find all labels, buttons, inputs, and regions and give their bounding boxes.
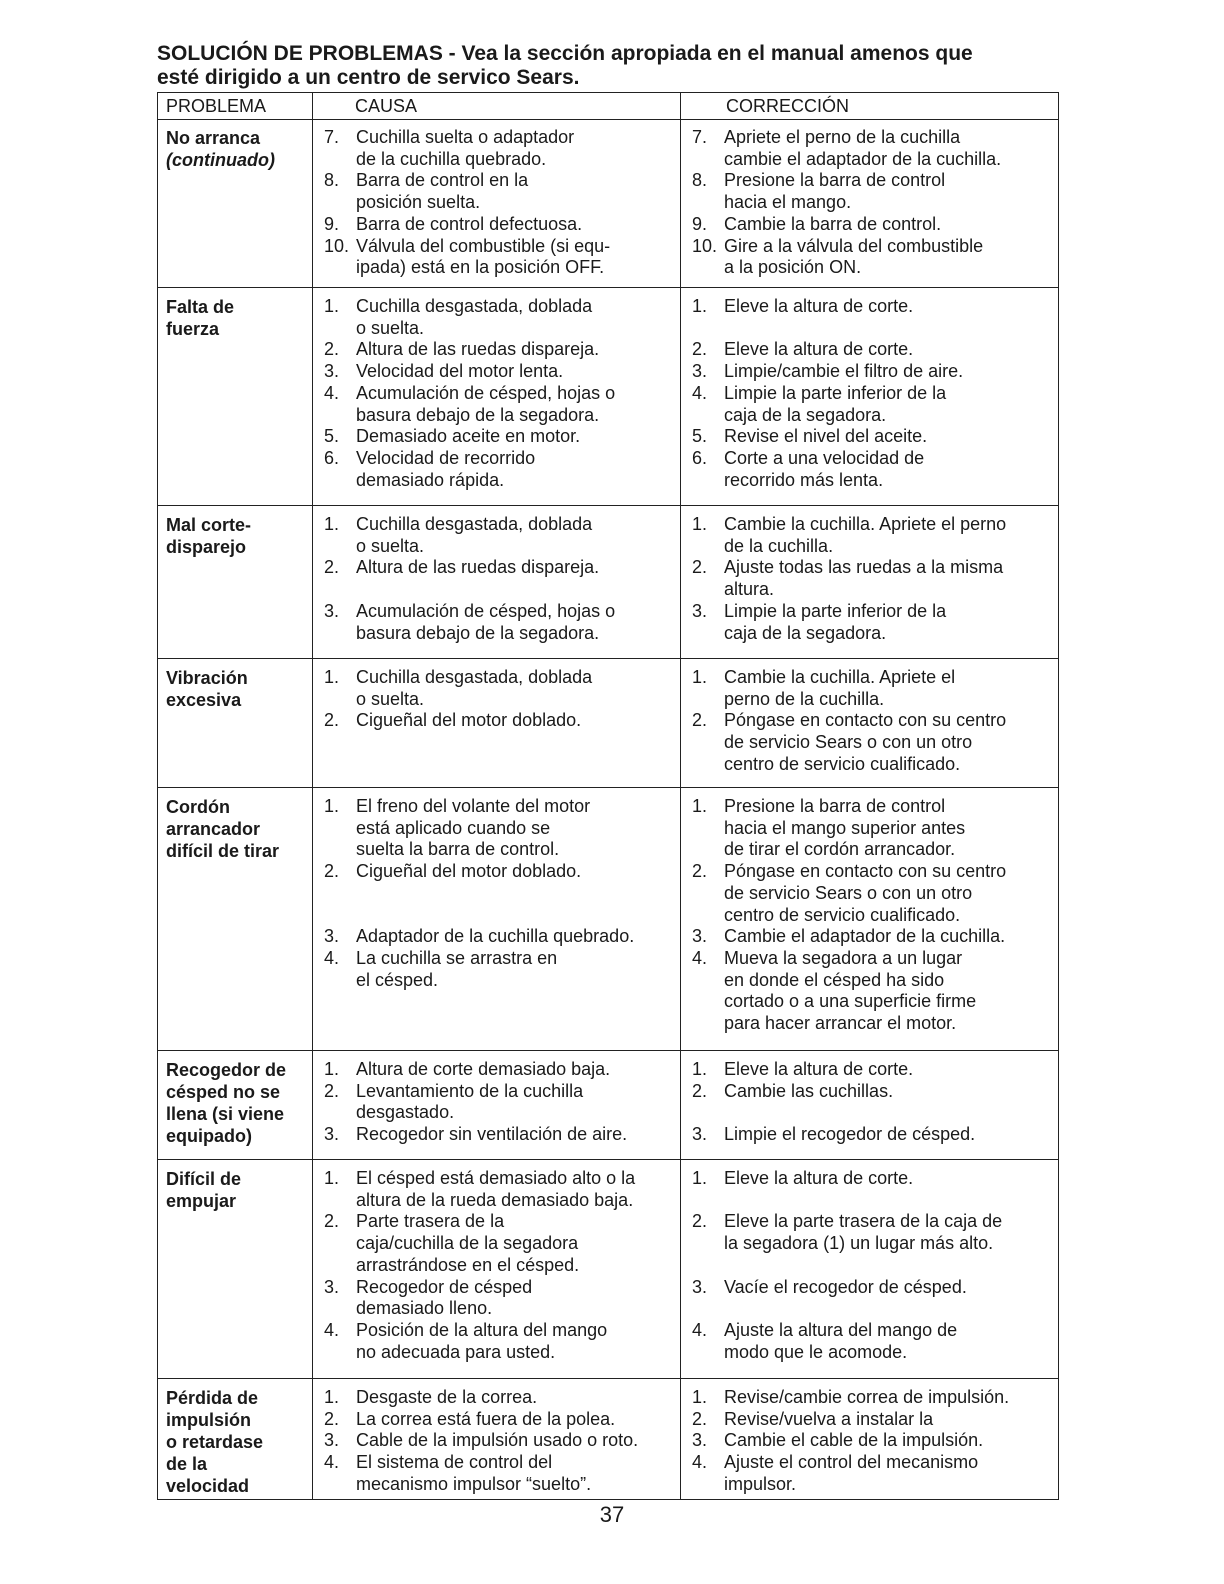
item-text: de la cuchilla quebrado. (356, 148, 547, 169)
item-text: caja de la segadora. (724, 622, 887, 643)
problem-label: llena (si viene (166, 1104, 285, 1124)
list-item (320, 361, 680, 383)
item-text: Revise/cambie correa de impulsión. (724, 1387, 1010, 1407)
item-number: 5. (692, 426, 708, 447)
list-item (688, 426, 1060, 448)
item-text: o suelta. (356, 688, 425, 709)
item-text: Limpie/cambie el filtro de aire. (724, 361, 964, 382)
item-text: Demasiado aceite en motor. (356, 426, 581, 447)
item-number: 4. (324, 1319, 340, 1340)
correction-cell (688, 1387, 1060, 1496)
correction-cell (688, 1168, 1060, 1363)
list-item (320, 170, 680, 213)
table-row (158, 1379, 1058, 1498)
item-text: Cuchilla desgastada, doblada (356, 514, 593, 534)
item-number: 4. (692, 1452, 708, 1473)
item-number: 2. (324, 861, 340, 882)
item-text: Acumulación de césped, hojas o (356, 382, 616, 403)
item-text: Presione la barra de control (724, 796, 946, 816)
item-text: Parte trasera de la (356, 1211, 505, 1232)
cause-cell (320, 1168, 680, 1363)
list-item (320, 1387, 680, 1409)
item-text: de servicio Sears o con un otro (724, 882, 973, 903)
item-text: Levantamiento de la cuchilla (356, 1080, 584, 1101)
item-text: Apriete el perno de la cuchilla (724, 127, 961, 147)
problem-label: de la (166, 1454, 208, 1474)
cause-cell (320, 1059, 680, 1146)
item-text: La correa está fuera de la polea. (356, 1408, 616, 1429)
list-item (688, 948, 1060, 1035)
problem-cell (166, 1387, 306, 1497)
item-text: Corte a una velocidad de (724, 447, 925, 468)
item-text: impulsor. (724, 1473, 797, 1494)
cause-cell (320, 667, 680, 732)
item-text: Cuchilla desgastada, doblada (356, 296, 593, 316)
item-text: de la cuchilla. (724, 535, 834, 556)
item-text: Cambie la barra de control. (724, 213, 942, 234)
table-row (158, 1160, 1058, 1379)
list-item (320, 1320, 680, 1363)
item-text: Limpie el recogedor de césped. (724, 1124, 976, 1145)
item-text: altura. (724, 579, 775, 600)
list-item (688, 601, 1060, 644)
item-number: 1. (324, 1059, 340, 1079)
item-text: Ajuste el control del mecanismo (724, 1452, 979, 1473)
list-item (320, 127, 680, 170)
problem-cell (166, 1059, 306, 1147)
list-item (320, 1452, 680, 1495)
page-heading (157, 42, 1077, 90)
problem-label: fuerza (166, 319, 220, 339)
item-number: 2. (324, 557, 340, 578)
problem-label: Cordón (166, 797, 230, 817)
problem-cell (166, 296, 306, 340)
item-number: 1. (324, 296, 340, 316)
list-item (688, 557, 1060, 600)
list-item (320, 710, 680, 732)
list-item (688, 861, 1060, 926)
list-item (688, 1320, 1060, 1363)
list-item (320, 1430, 680, 1452)
list-item (688, 1452, 1060, 1495)
item-text: El freno del volante del motor (356, 796, 591, 816)
item-text: Vacíe el recogedor de césped. (724, 1276, 967, 1297)
problem-label: excesiva (166, 690, 242, 710)
header-problem: PROBLEMA (166, 96, 267, 116)
table-row (158, 788, 1058, 1051)
list-item (320, 214, 680, 236)
list-item (320, 557, 680, 600)
table-row (158, 659, 1058, 788)
list-item (688, 1211, 1060, 1276)
item-number: 9. (324, 213, 340, 234)
item-text: mecanismo impulsor “suelto”. (356, 1473, 592, 1494)
item-number: 2. (692, 1408, 708, 1429)
item-text (724, 1102, 1060, 1124)
problem-label: equipado) (166, 1126, 252, 1146)
list-item (320, 383, 680, 426)
item-number: 4. (692, 1319, 708, 1340)
item-text: Cuchilla suelta o adaptador (356, 127, 575, 147)
item-number: 2. (324, 1080, 340, 1101)
item-number: 3. (692, 361, 708, 382)
list-item (320, 601, 680, 644)
item-number: 2. (324, 1211, 340, 1232)
item-number: 7. (324, 127, 340, 147)
list-item (688, 1387, 1060, 1409)
list-item (320, 667, 680, 710)
item-number: 1. (324, 1168, 340, 1188)
item-text: Eleve la altura de corte. (724, 1059, 914, 1079)
problem-cell (166, 796, 306, 862)
item-text: hacia el mango superior antes (724, 817, 966, 838)
item-number: 4. (692, 947, 708, 968)
problem-label: Falta de (166, 297, 235, 317)
item-text: Ajuste todas las ruedas a la misma (724, 557, 1004, 578)
item-text: Cambie la cuchilla. Apriete el (724, 667, 956, 687)
item-number: 1. (692, 1387, 708, 1407)
list-item (688, 667, 1060, 710)
problem-label: velocidad (166, 1476, 250, 1496)
list-item (320, 1277, 680, 1320)
item-text: Eleve la altura de corte. (724, 339, 914, 360)
item-text (724, 1190, 1060, 1212)
item-text: Póngase en contacto con su centro (724, 710, 1007, 731)
problem-label: difícil de tirar (166, 841, 280, 861)
item-number: 2. (692, 861, 708, 882)
item-number: 3. (692, 1430, 708, 1451)
problem-cell (166, 1168, 306, 1212)
item-number: 1. (692, 296, 708, 316)
list-item (688, 1430, 1060, 1452)
item-number: 5. (324, 426, 340, 447)
list-item (688, 127, 1060, 170)
item-text (356, 579, 680, 601)
item-text: Revise el nivel del aceite. (724, 426, 928, 447)
item-text: centro de servicio cualificado. (724, 904, 961, 925)
item-number: 1. (324, 1387, 340, 1407)
header-cause: CAUSA (355, 96, 418, 116)
item-text: Posición de la altura del mango (356, 1319, 608, 1340)
problem-cell (166, 667, 306, 711)
item-text: la segadora (1) un lugar más alto. (724, 1233, 994, 1254)
item-text: en donde el césped ha sido (724, 969, 945, 990)
list-item (320, 861, 680, 926)
item-text: Velocidad del motor lenta. (356, 361, 564, 382)
cause-cell (320, 796, 680, 991)
correction-cell (688, 127, 1060, 279)
item-text: Mueva la segadora a un lugar (724, 947, 963, 968)
item-text: basura debajo de la segadora. (356, 622, 600, 643)
item-text: arrastrándose en el césped. (356, 1254, 580, 1275)
item-text: Cambie el cable de la impulsión. (724, 1430, 984, 1451)
item-text: de tirar el cordón arrancador. (724, 839, 956, 860)
item-text: Cigueñal del motor doblado. (356, 710, 582, 731)
item-number: 8. (324, 170, 340, 191)
item-number: 4. (324, 1452, 340, 1473)
item-text: Cuchilla desgastada, doblada (356, 667, 593, 687)
cause-cell (320, 1387, 680, 1496)
item-number: 3. (324, 1124, 340, 1145)
item-text: a la posición ON. (724, 257, 862, 278)
item-text: Recogedor de césped (356, 1276, 533, 1297)
item-number: 1. (324, 667, 340, 687)
item-number: 3. (324, 361, 340, 382)
problem-label: disparejo (166, 537, 247, 557)
problem-label: impulsión (166, 1410, 251, 1430)
item-text: o suelta. (356, 317, 425, 338)
problem-label: (continuado) (166, 150, 275, 170)
correction-cell (688, 296, 1060, 491)
item-text: Eleve la altura de corte. (724, 296, 914, 316)
item-number: 7. (692, 127, 708, 147)
list-item (688, 1059, 1060, 1081)
list-item (688, 1124, 1060, 1146)
table-row (158, 506, 1058, 659)
list-item (688, 1277, 1060, 1320)
item-text: perno de la cuchilla. (724, 688, 885, 709)
list-item (688, 361, 1060, 383)
item-number: 3. (692, 1276, 708, 1297)
item-number: 3. (324, 1430, 340, 1451)
cause-cell (320, 514, 680, 644)
item-number: 10. (692, 235, 718, 256)
item-number: 1. (692, 514, 708, 534)
list-item (688, 514, 1060, 557)
item-number: 4. (692, 382, 708, 403)
problem-label: arrancador (166, 819, 261, 839)
item-text: o suelta. (356, 535, 425, 556)
item-number: 2. (692, 339, 708, 360)
item-text: está aplicado cuando se (356, 817, 551, 838)
item-text: Eleve la parte trasera de la caja de (724, 1211, 1003, 1232)
item-number: 1. (692, 667, 708, 687)
item-number: 1. (692, 1168, 708, 1188)
problem-label: Recogedor de (166, 1060, 287, 1080)
cause-cell (320, 296, 680, 491)
item-text: no adecuada para usted. (356, 1341, 556, 1362)
list-item (688, 1409, 1060, 1431)
list-item (688, 1168, 1060, 1211)
item-number: 8. (692, 170, 708, 191)
list-item (688, 1081, 1060, 1124)
heading-line-2: esté dirigido a un centro de servico Sears. (157, 66, 580, 89)
header-correction: CORRECCIÓN (726, 96, 850, 116)
list-item (688, 383, 1060, 426)
item-text: Cambie la cuchilla. Apriete el perno (724, 514, 1007, 534)
list-item (320, 1059, 680, 1081)
problem-label: No arranca (166, 128, 261, 148)
table-row (158, 1051, 1058, 1160)
correction-cell (688, 514, 1060, 644)
item-text: demasiado rápida. (356, 469, 505, 490)
item-text: Recogedor sin ventilación de aire. (356, 1124, 628, 1145)
problem-label: césped no se (166, 1082, 281, 1102)
item-text: hacia el mango. (724, 192, 852, 213)
table-row (158, 288, 1058, 506)
item-number: 3. (324, 1276, 340, 1297)
item-text: recorrido más lenta. (724, 469, 884, 490)
troubleshooting-table (157, 92, 1059, 1500)
item-text: Póngase en contacto con su centro (724, 861, 1007, 882)
item-number: 2. (692, 1080, 708, 1101)
item-text: El césped está demasiado alto o la (356, 1168, 636, 1188)
item-text (724, 318, 1060, 340)
item-text: Cambie las cuchillas. (724, 1080, 894, 1101)
correction-cell (688, 1059, 1060, 1146)
item-text: Altura de las ruedas dispareja. (356, 339, 600, 360)
item-text (356, 905, 680, 927)
list-item (688, 296, 1060, 339)
list-item (320, 1168, 680, 1211)
list-item (320, 448, 680, 491)
item-text: Cigueñal del motor doblado. (356, 861, 582, 882)
item-text: Barra de control defectuosa. (356, 213, 583, 234)
item-text: Ajuste la altura del mango de (724, 1319, 958, 1340)
item-number: 2. (324, 1408, 340, 1429)
item-text: desgastado. (356, 1102, 455, 1123)
item-number: 3. (324, 600, 340, 621)
list-item (320, 1409, 680, 1431)
item-text: para hacer arrancar el motor. (724, 1013, 957, 1034)
item-number: 2. (324, 710, 340, 731)
problem-label: empujar (166, 1191, 237, 1211)
list-item (688, 214, 1060, 236)
item-text: cambie el adaptador de la cuchilla. (724, 148, 1002, 169)
heading-line-1: SOLUCIÓN DE PROBLEMAS - Vea la sección apropiada en el manual amenos que (157, 42, 973, 65)
item-number: 2. (692, 557, 708, 578)
item-number: 2. (692, 1211, 708, 1232)
item-text: Altura de corte demasiado baja. (356, 1059, 611, 1079)
item-number: 2. (324, 339, 340, 360)
list-item (320, 1124, 680, 1146)
item-text: de servicio Sears o con un otro (724, 732, 973, 753)
item-text: el césped. (356, 969, 439, 990)
page-number: 37 (599, 1502, 625, 1527)
item-text: Gire a la válvula del combustible (724, 235, 984, 256)
item-number: 9. (692, 213, 708, 234)
item-text: Altura de las ruedas dispareja. (356, 557, 600, 578)
list-item (688, 710, 1060, 775)
list-item (320, 296, 680, 339)
item-number: 4. (324, 947, 340, 968)
list-item (688, 339, 1060, 361)
item-text: Válvula del combustible (si equ- (356, 235, 611, 256)
item-number: 3. (692, 600, 708, 621)
item-number: 6. (692, 447, 708, 468)
problem-label: Pérdida de (166, 1388, 259, 1408)
item-text: caja de la segadora. (724, 404, 887, 425)
item-text: Presione la barra de control (724, 170, 946, 191)
item-number: 1. (324, 514, 340, 534)
item-text (724, 1255, 1060, 1277)
table-row (158, 119, 1058, 288)
problem-cell (166, 127, 306, 171)
list-item (320, 1081, 680, 1124)
item-text: Limpie la parte inferior de la (724, 600, 947, 621)
item-text: demasiado lleno. (356, 1298, 493, 1319)
item-text: cortado o a una superficie firme (724, 991, 977, 1012)
item-text: Revise/vuelva a instalar la (724, 1408, 934, 1429)
item-text: Limpie la parte inferior de la (724, 382, 947, 403)
item-number: 3. (324, 926, 340, 947)
item-text: La cuchilla se arrastra en (356, 947, 558, 968)
item-text: Eleve la altura de corte. (724, 1168, 914, 1188)
list-item (320, 926, 680, 948)
item-text: El sistema de control del (356, 1452, 553, 1473)
list-item (320, 1211, 680, 1276)
item-number: 3. (692, 926, 708, 947)
item-text (356, 883, 680, 905)
list-item (320, 426, 680, 448)
item-number: 1. (692, 796, 708, 816)
list-item (320, 796, 680, 861)
item-number: 1. (324, 796, 340, 816)
list-item (320, 948, 680, 991)
item-text: modo que le acomode. (724, 1341, 908, 1362)
item-text: Velocidad de recorrido (356, 447, 536, 468)
table-header (158, 93, 1058, 120)
item-number: 6. (324, 447, 340, 468)
item-text: ipada) está en la posición OFF. (356, 257, 605, 278)
item-number: 4. (324, 382, 340, 403)
item-number: 2. (692, 710, 708, 731)
problem-label: Vibración (166, 668, 248, 688)
item-text: Adaptador de la cuchilla quebrado. (356, 926, 635, 947)
item-text: altura de la rueda demasiado baja. (356, 1189, 634, 1210)
item-text: basura debajo de la segadora. (356, 404, 600, 425)
list-item (688, 926, 1060, 948)
item-number: 3. (692, 1124, 708, 1145)
item-text: Cable de la impulsión usado o roto. (356, 1430, 639, 1451)
problem-label: o retardase (166, 1432, 264, 1452)
item-text: posición suelta. (356, 192, 481, 213)
cause-cell (320, 127, 680, 279)
correction-cell (688, 796, 1060, 1035)
problem-label: Difícil de (166, 1169, 242, 1189)
item-text: caja/cuchilla de la segadora (356, 1233, 579, 1254)
item-text: Cambie el adaptador de la cuchilla. (724, 926, 1006, 947)
problem-cell (166, 514, 306, 558)
list-item (688, 796, 1060, 861)
item-text: Barra de control en la (356, 170, 529, 191)
item-number: 1. (692, 1059, 708, 1079)
item-number: 10. (324, 235, 350, 256)
correction-cell (688, 667, 1060, 776)
item-text: Acumulación de césped, hojas o (356, 600, 616, 621)
list-item (320, 514, 680, 557)
item-text: suelta la barra de control. (356, 839, 560, 860)
item-text: centro de servicio cualificado. (724, 753, 961, 774)
list-item (688, 236, 1060, 279)
item-text (724, 1298, 1060, 1320)
list-item (688, 448, 1060, 491)
list-item (688, 170, 1060, 213)
item-text: Desgaste de la correa. (356, 1387, 538, 1407)
list-item (320, 236, 680, 279)
list-item (320, 339, 680, 361)
problem-label: Mal corte- (166, 515, 252, 535)
